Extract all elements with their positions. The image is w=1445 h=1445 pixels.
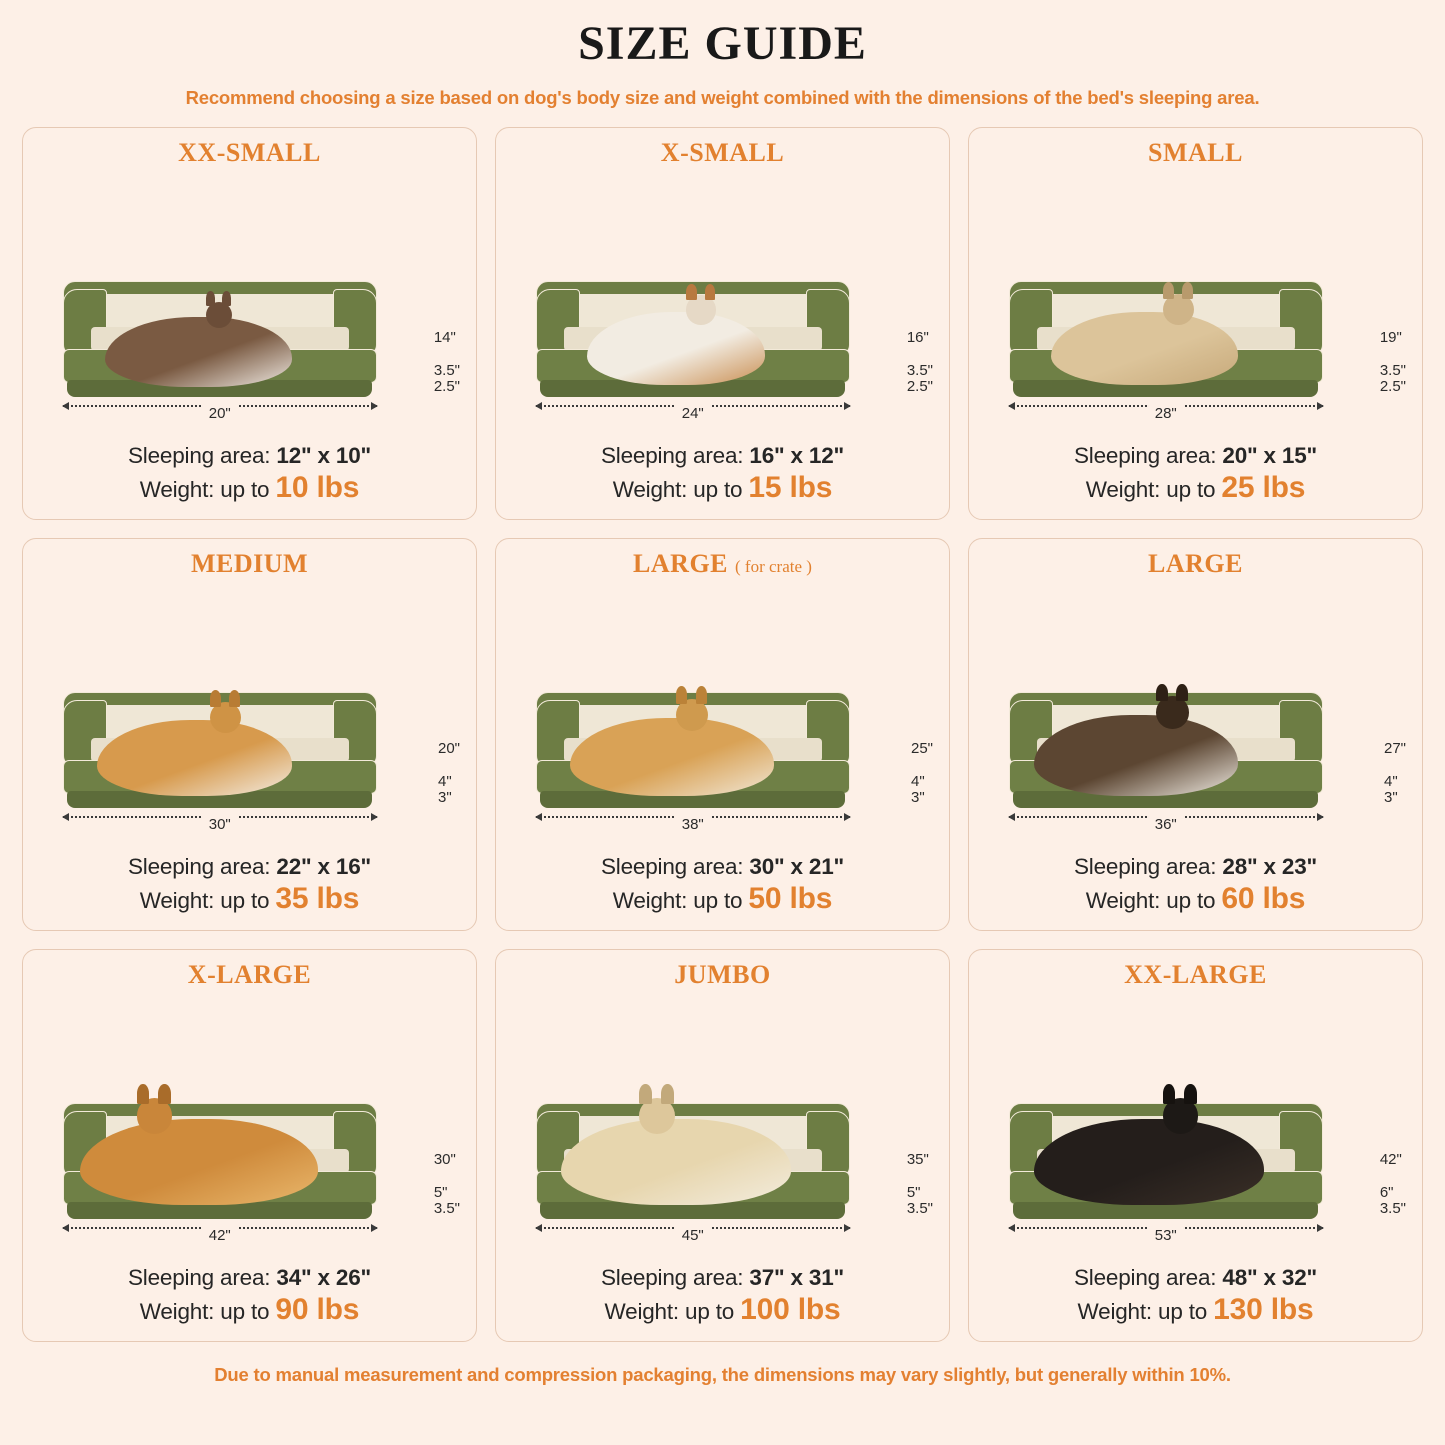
weight-value: 10 lbs <box>275 470 360 504</box>
size-card-title <box>983 960 1408 994</box>
bed-illustration <box>510 172 935 441</box>
weight-up-to: up to <box>693 476 743 502</box>
dimension-depth: 30" <box>433 1150 456 1168</box>
size-card-specs <box>510 441 935 511</box>
dimension-height-2: 3" <box>437 789 452 807</box>
sleeping-area-line <box>510 443 935 469</box>
dimension-labels-vertical <box>907 1152 933 1217</box>
pet-ear-right <box>1182 282 1193 299</box>
weight-label: Weight: <box>612 887 688 913</box>
weight-line <box>983 1293 1408 1327</box>
weight-value: 15 lbs <box>748 470 833 504</box>
dimension-height-2: 3.5" <box>433 1200 460 1218</box>
size-card-name: XX-LARGE <box>1124 959 1267 989</box>
size-card-name: MEDIUM <box>190 548 309 578</box>
sleeping-area-line <box>983 1265 1408 1291</box>
size-card-name: X-LARGE <box>187 959 312 989</box>
weight-line <box>37 1293 462 1327</box>
pet-ear-left <box>137 1084 150 1104</box>
sleeping-area-value: 48" x 32" <box>1222 1264 1317 1290</box>
size-card-title <box>510 960 935 994</box>
sleeping-area-value: 34" x 26" <box>276 1264 371 1290</box>
weight-up-to: up to <box>1166 476 1216 502</box>
sleeping-area-value: 22" x 16" <box>276 853 371 879</box>
weight-label: Weight: <box>604 1298 679 1324</box>
pet-ear-right <box>696 686 708 704</box>
size-card-specs <box>983 852 1408 922</box>
weight-up-to: up to <box>693 887 743 913</box>
dimension-height-2: 3" <box>1383 789 1398 807</box>
dimension-height-2: 3.5" <box>1379 1200 1406 1218</box>
weight-value: 25 lbs <box>1221 470 1306 504</box>
size-card-xx-large-8[interactable] <box>968 949 1423 1342</box>
weight-value: 100 lbs <box>740 1292 841 1326</box>
sleeping-area-value: 37" x 31" <box>749 1264 844 1290</box>
bed-illustration <box>37 994 462 1263</box>
dimension-height-1: 3.5" <box>1379 362 1406 380</box>
sleeping-area-label: Sleeping area: <box>601 442 744 468</box>
pet-ear-left <box>686 284 696 300</box>
dimension-width: 42" <box>63 1227 378 1247</box>
bed-illustration <box>510 994 935 1263</box>
bed-illustration <box>983 583 1408 852</box>
dimension-height-1: 6" <box>1379 1184 1394 1202</box>
size-card-title <box>37 138 462 172</box>
dimension-labels-vertical <box>434 330 460 395</box>
dimension-height-1: 3.5" <box>433 362 460 380</box>
dimension-width: 38" <box>536 816 851 836</box>
sleeping-area-line <box>37 1265 462 1291</box>
size-card-large-4[interactable] <box>495 538 950 931</box>
dimension-width: 53" <box>1009 1227 1324 1247</box>
dimension-labels-vertical <box>438 741 460 806</box>
dimension-labels-vertical <box>907 330 933 395</box>
weight-label: Weight: <box>139 476 215 502</box>
sleeping-area-label: Sleeping area: <box>128 442 271 468</box>
dimension-depth: 19" <box>1379 328 1402 346</box>
pet-ear-left <box>206 291 215 305</box>
size-card-title <box>983 549 1408 583</box>
weight-up-to: up to <box>220 476 270 502</box>
dimension-width: 30" <box>63 816 378 836</box>
bed-illustration <box>983 172 1408 441</box>
pet-ear-right <box>1176 684 1188 702</box>
sleeping-area-label: Sleeping area: <box>601 853 744 879</box>
size-card-title <box>37 960 462 994</box>
sleeping-area-line <box>510 854 935 880</box>
sleeping-area-value: 30" x 21" <box>749 853 844 879</box>
size-card-small-2[interactable] <box>968 127 1423 520</box>
dimension-width: 36" <box>1009 816 1324 836</box>
pet-silhouette-labrador <box>561 1119 791 1205</box>
pet-head <box>210 702 241 733</box>
weight-line <box>983 471 1408 505</box>
page-subtitle: Recommend choosing a size based on dog's body size and weight combined with the dimensions of the bed's sleeping area. <box>185 86 1260 108</box>
weight-label: Weight: <box>1085 476 1161 502</box>
sleeping-area-label: Sleeping area: <box>1074 1264 1217 1290</box>
weight-value: 130 lbs <box>1213 1292 1314 1326</box>
pet-ear-left <box>676 686 688 704</box>
sleeping-area-label: Sleeping area: <box>601 1264 744 1290</box>
size-card-specs <box>510 1263 935 1333</box>
pet-silhouette-shiba-inu <box>570 718 774 796</box>
sleeping-area-value: 28" x 23" <box>1222 853 1317 879</box>
page-title: SIZE GUIDE <box>578 17 867 70</box>
pet-ear-right <box>1184 1084 1197 1104</box>
size-card-name: X-SMALL <box>660 137 785 167</box>
weight-value: 60 lbs <box>1221 881 1306 915</box>
weight-label: Weight: <box>139 1298 215 1324</box>
pet-ear-right <box>705 284 715 300</box>
weight-line <box>37 471 462 505</box>
pet-ear-right <box>222 291 231 305</box>
size-card-specs <box>37 1263 462 1333</box>
dimension-height-2: 2.5" <box>433 378 460 396</box>
weight-line <box>983 882 1408 916</box>
weight-up-to: up to <box>220 1298 270 1324</box>
sleeping-area-line <box>510 1265 935 1291</box>
size-card-specs <box>983 1263 1408 1333</box>
pet-ear-left <box>1163 282 1174 299</box>
sleeping-area-line <box>983 443 1408 469</box>
size-card-title <box>983 138 1408 172</box>
dimension-depth: 20" <box>437 739 460 757</box>
bed-illustration <box>510 583 935 852</box>
weight-up-to: up to <box>1166 887 1216 913</box>
pet-silhouette-corgi <box>97 720 293 795</box>
sleeping-area-label: Sleeping area: <box>128 1264 271 1290</box>
dimension-height-1: 4" <box>437 773 452 791</box>
footnote: Due to manual measurement and compression packaging, the dimensions may vary slightly, but generally within 10%. <box>214 1363 1231 1385</box>
dimension-height-2: 3" <box>910 789 925 807</box>
pet-silhouette-border-collie <box>1034 715 1238 796</box>
pet-silhouette-shih-tzu <box>587 312 766 385</box>
sleeping-area-line <box>37 854 462 880</box>
size-card-title <box>510 138 935 172</box>
size-card-specs <box>510 852 935 922</box>
dimension-labels-vertical <box>911 741 933 806</box>
size-card-note: ( for crate ) <box>735 556 812 576</box>
size-card-title <box>510 549 935 583</box>
size-card-name: LARGE <box>633 548 729 578</box>
weight-label: Weight: <box>139 887 215 913</box>
size-card-specs <box>983 441 1408 511</box>
size-card-name: LARGE <box>1148 548 1243 578</box>
size-card-specs <box>37 441 462 511</box>
dimension-depth: 25" <box>910 739 933 757</box>
size-card-medium-3[interactable] <box>22 538 477 931</box>
sleeping-area-line <box>37 443 462 469</box>
bed-illustration <box>37 583 462 852</box>
dimension-height-2: 3.5" <box>906 1200 933 1218</box>
dimension-width: 20" <box>63 405 378 425</box>
sleeping-area-value: 16" x 12" <box>749 442 844 468</box>
dimension-height-1: 3.5" <box>906 362 933 380</box>
dimension-labels-vertical <box>1380 1152 1406 1217</box>
size-card-x-small-1[interactable] <box>495 127 950 520</box>
size-card-title <box>37 549 462 583</box>
pet-silhouette-french-bulldog <box>1051 312 1238 385</box>
bed-illustration <box>983 994 1408 1263</box>
pet-ear-left <box>639 1084 652 1104</box>
dimension-depth: 35" <box>906 1150 929 1168</box>
dimension-width: 28" <box>1009 405 1324 425</box>
size-cards-grid <box>22 127 1423 1342</box>
sleeping-area-label: Sleeping area: <box>128 853 271 879</box>
dimension-width: 45" <box>536 1227 851 1247</box>
dimension-depth: 42" <box>1379 1150 1402 1168</box>
weight-label: Weight: <box>1085 887 1161 913</box>
weight-up-to: up to <box>220 887 270 913</box>
size-card-xx-small-0[interactable] <box>22 127 477 520</box>
dimension-height-1: 5" <box>433 1184 448 1202</box>
sleeping-area-line <box>983 854 1408 880</box>
dimension-height-2: 2.5" <box>1379 378 1406 396</box>
dimension-height-1: 4" <box>910 773 925 791</box>
size-card-name: SMALL <box>1148 137 1243 167</box>
dimension-labels-vertical <box>434 1152 460 1217</box>
pet-silhouette-cat <box>105 317 292 387</box>
size-card-x-large-6[interactable] <box>22 949 477 1342</box>
dimension-height-1: 5" <box>906 1184 921 1202</box>
sleeping-area-label: Sleeping area: <box>1074 442 1217 468</box>
dimension-height-2: 2.5" <box>906 378 933 396</box>
weight-up-to: up to <box>685 1298 735 1324</box>
dimension-width: 24" <box>536 405 851 425</box>
pet-ear-left <box>1156 684 1168 702</box>
weight-value: 50 lbs <box>748 881 833 915</box>
dimension-labels-vertical <box>1380 330 1406 395</box>
pet-ear-right <box>158 1084 171 1104</box>
weight-label: Weight: <box>612 476 688 502</box>
weight-value: 35 lbs <box>275 881 360 915</box>
pet-head <box>1156 696 1189 729</box>
weight-line <box>510 882 935 916</box>
size-card-jumbo-7[interactable] <box>495 949 950 1342</box>
weight-value: 90 lbs <box>275 1292 360 1326</box>
pet-ear-left <box>210 690 221 707</box>
sleeping-area-value: 20" x 15" <box>1222 442 1317 468</box>
weight-line <box>510 471 935 505</box>
pet-ear-left <box>1163 1084 1176 1104</box>
sleeping-area-value: 12" x 10" <box>276 442 371 468</box>
size-card-name: XX-SMALL <box>178 137 321 167</box>
dimension-height-1: 4" <box>1383 773 1398 791</box>
pet-ear-right <box>661 1084 674 1104</box>
dimension-labels-vertical <box>1384 741 1406 806</box>
bed-illustration <box>37 172 462 441</box>
pet-ear-right <box>229 690 240 707</box>
sleeping-area-label: Sleeping area: <box>1074 853 1217 879</box>
weight-line <box>37 882 462 916</box>
weight-label: Weight: <box>1077 1298 1152 1324</box>
size-card-large-5[interactable] <box>968 538 1423 931</box>
weight-up-to: up to <box>1158 1298 1208 1324</box>
weight-line <box>510 1293 935 1327</box>
dimension-depth: 16" <box>906 328 929 346</box>
dimension-depth: 14" <box>433 328 456 346</box>
pet-silhouette-rottweiler-and-chihuahua <box>1034 1119 1264 1205</box>
dimension-depth: 27" <box>1383 739 1406 757</box>
size-card-name: JUMBO <box>674 959 771 989</box>
size-card-specs <box>37 852 462 922</box>
